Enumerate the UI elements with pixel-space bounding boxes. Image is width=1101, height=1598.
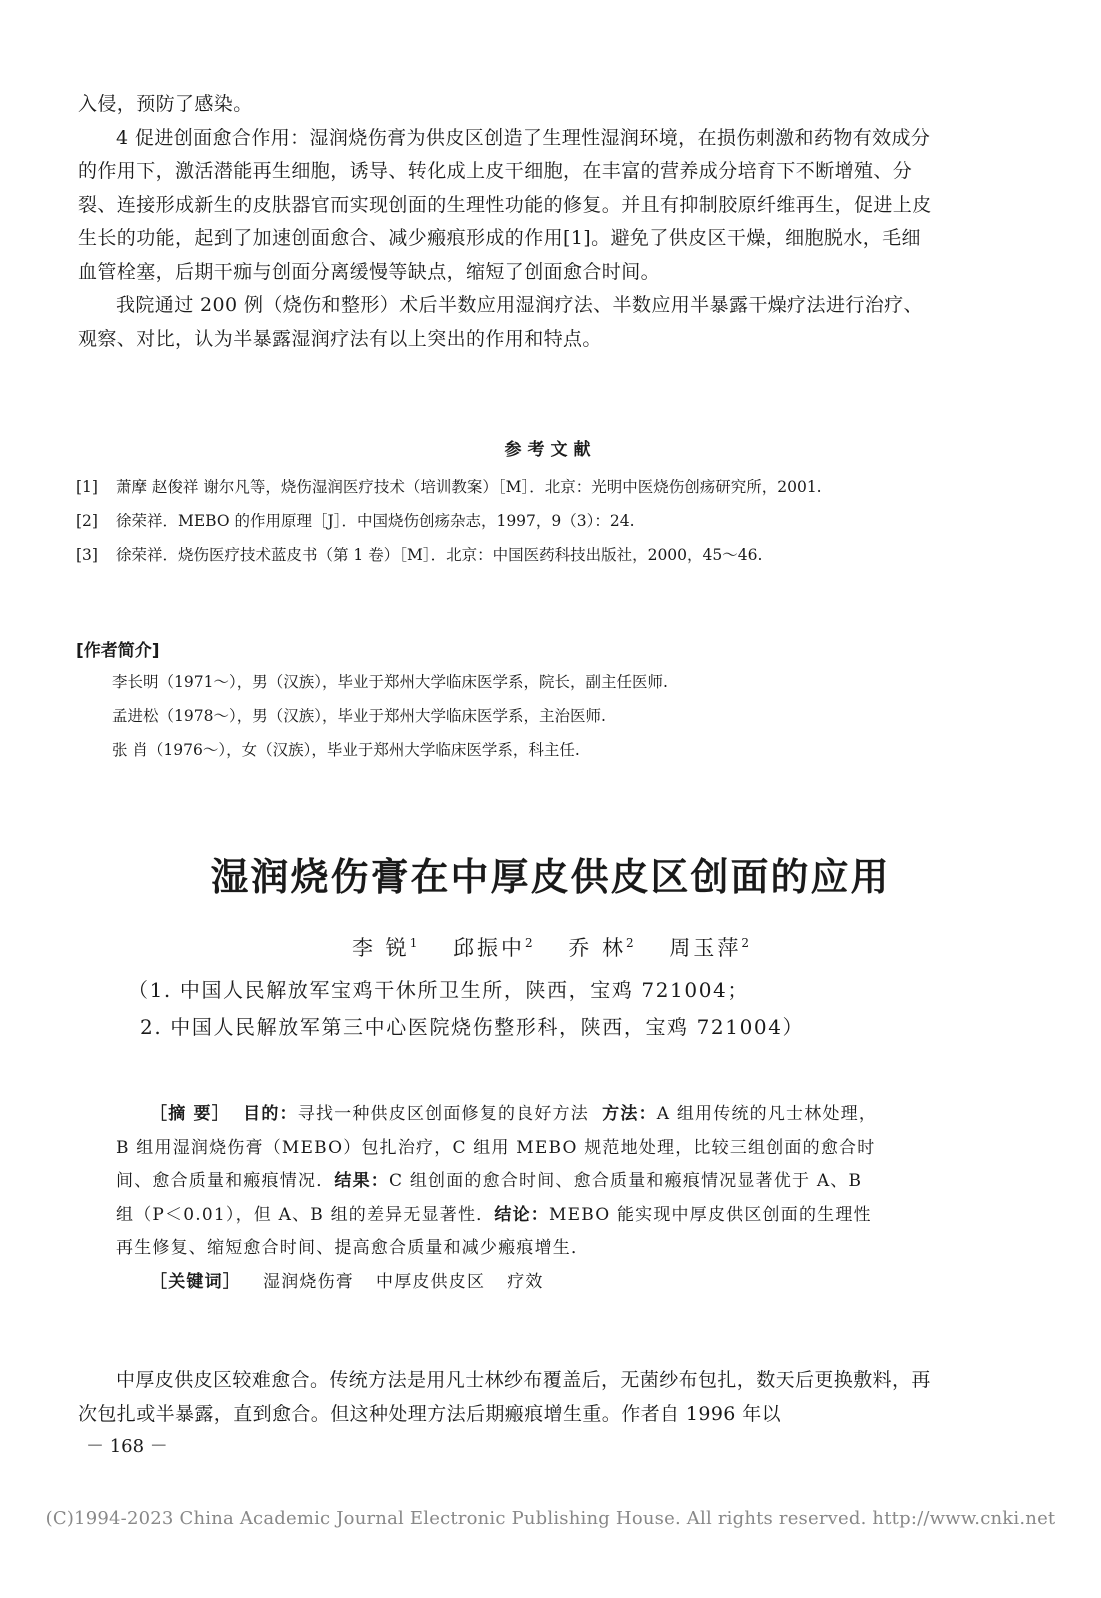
continuation-line: 入侵，预防了感染。 (78, 93, 253, 115)
author-name: 邱振中 (453, 936, 526, 960)
reference-number: [2] (76, 512, 98, 530)
author-info-heading: [作者简介] (76, 641, 160, 661)
article-title: 湿润烧伤膏在中厚皮供皮区创面的应用 (210, 855, 891, 899)
paragraph-5: 我院通过 200 例（烧伤和整形）术后半数应用湿润疗法、半数应用半暴露干燥疗法进行治疗、观察、对比，认为半暴露湿润疗法有以上突出的作用和特点。 (78, 294, 923, 350)
abstract-label: ［摘 要］ (150, 1104, 230, 1124)
page-number: － 168 － (86, 1436, 168, 1457)
keyword: 中厚皮供皮区 (376, 1271, 486, 1292)
abstract-result-heading: 结果： (334, 1171, 390, 1191)
affiliation-line: （1. 中国人民解放军宝鸡干休所卫生所，陕西，宝鸡 721004； (128, 978, 749, 1002)
author-affiliation-mark: 1 (409, 936, 418, 950)
affiliation-line: 2. 中国人民解放军第三中心医院烧伤整形科，陕西，宝鸡 721004） (140, 1015, 805, 1039)
keyword: 湿润烧伤膏 (263, 1271, 354, 1292)
author-name: 李 锐 (352, 936, 410, 960)
references-heading: 参考文献 (504, 440, 597, 460)
keywords (116, 1266, 886, 1300)
abstract-conclusion: MEBO 能实现中厚皮供区创面的生理性再生修复、缩短愈合时间、提高愈合质量和减少瘢痕增生． (116, 1204, 872, 1258)
continuation-section (78, 88, 940, 356)
author-affiliation-mark: 2 (626, 936, 634, 950)
affiliations (128, 972, 804, 1046)
abstract-method: A 组用传统的凡士林处理，B 组用湿润烧伤膏（MEBO）包扎治疗，C 组用 MEBO 规范地处理，比较三组创面的愈合时间、愈合质量和瘢痕情况． (116, 1104, 878, 1191)
author-info-item: 李长明（1971～），男（汉族），毕业于郑州大学临床医学系，院长，副主任医师. (112, 673, 668, 691)
abstract-conclusion-heading: 结论： (494, 1204, 549, 1225)
abstract-result: C 组创面的愈合时间、愈合质量和瘢痕情况显著优于 A、B 组（P＜0.01），但 A、B 组的差异无显著性． (116, 1171, 863, 1225)
keyword: 疗效 (507, 1271, 544, 1292)
reference-text: 徐荣祥．MEBO 的作用原理［J］．中国烧伤创疡杂志，1997，9（3）：24. (116, 512, 635, 530)
author-name: 周玉萍 (669, 936, 742, 960)
author-affiliation-mark: 2 (525, 936, 533, 950)
author-info-item: 张 肖（1976～），女（汉族），毕业于郑州大学临床医学系，科主任. (112, 741, 580, 759)
reference-item (76, 504, 936, 538)
reference-item (76, 538, 936, 572)
abstract (116, 1098, 886, 1299)
reference-list (76, 470, 936, 572)
author-byline (0, 932, 1101, 962)
author-name: 乔 林 (568, 936, 627, 960)
abstract-method-heading: 方法： (602, 1104, 657, 1124)
reference-item (76, 470, 936, 504)
reference-number: [1] (76, 478, 98, 496)
author-info-item: 孟进松（1978～），男（汉族），毕业于郑州大学临床医学系，主治医师. (112, 707, 606, 725)
author-info-list (112, 665, 668, 767)
author-affiliation-mark: 2 (741, 936, 749, 950)
keywords-label: ［关键词］ (150, 1271, 241, 1292)
reference-text: 徐荣祥．烧伤医疗技术蓝皮书（第 1 卷）［M］．北京：中国医药科技出版社，2000，45～46. (116, 546, 763, 564)
abstract-purpose-heading: 目的： (243, 1104, 298, 1124)
abstract-text (116, 1098, 886, 1266)
abstract-purpose: 寻找一种供皮区创面修复的良好方法 (297, 1104, 589, 1124)
intro-paragraph: 中厚皮供皮区较难愈合。传统方法是用凡士林纱布覆盖后，无菌纱布包扎，数天后更换敷料，再次包扎或半暴露，直到愈合。但这种处理方法后期瘢痕增生重。作者自 1996 年以 (78, 1369, 931, 1425)
copyright-footer: (C)1994-2023 China Academic Journal Electronic Publishing House. All rights reserved. http://www.cnki.net (45, 1508, 1056, 1529)
paragraph-4: 4 促进创面愈合作用：湿润烧伤膏为供皮区创造了生理性湿润环境，在损伤刺激和药物有效成分的作用下，激活潜能再生细胞，诱导、转化成上皮干细胞，在丰富的营养成分培育下不断增殖、分裂、连接形成新生的皮肤器官而实现创面的生理性功能的修复。并且有抑制胶原纤维再生，促进上皮生长的功能，起到了加速创面愈合、减少瘢痕形成的作用[1]。避免了供皮区干燥，细胞脱水，毛细血管栓塞，后期干痂与创面分离缓慢等缺点，缩短了创面愈合时间。 (78, 126, 932, 283)
article-body (78, 1364, 940, 1431)
reference-number: [3] (76, 546, 98, 564)
reference-text: 萧摩 赵俊祥 谢尔凡等，烧伤湿润医疗技术（培训教案）［M］．北京：光明中医烧伤创疡研究所，2001. (116, 478, 822, 496)
